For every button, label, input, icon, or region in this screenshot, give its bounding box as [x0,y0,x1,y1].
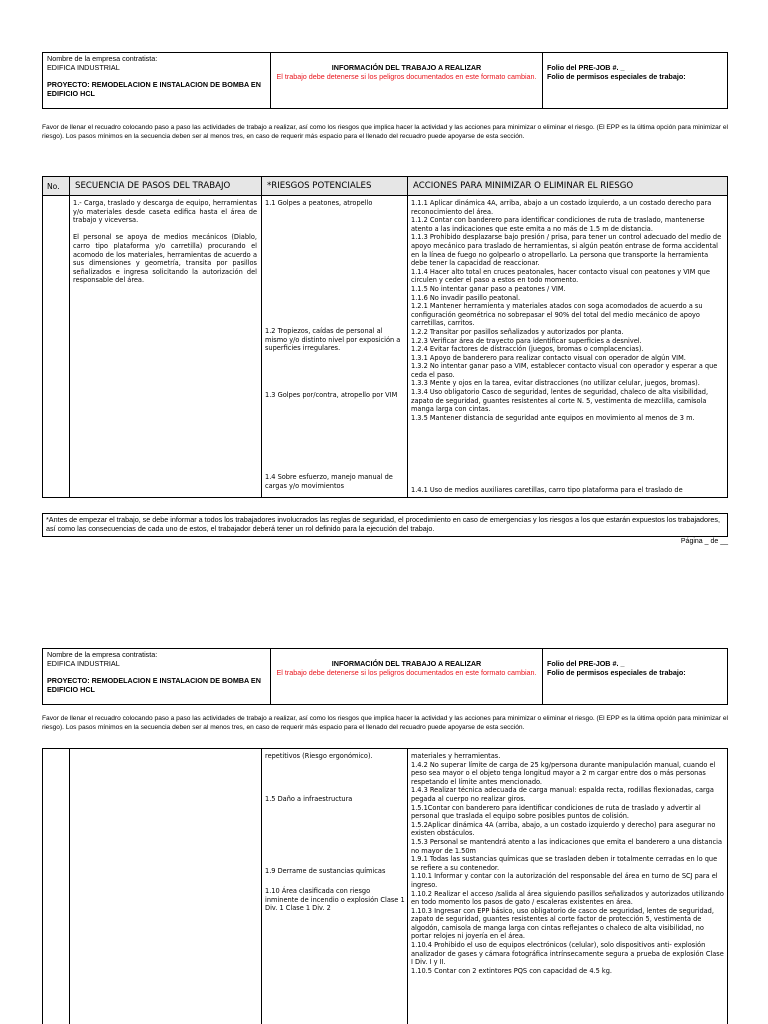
safety-footnote: *Antes de empezar el trabajo, se debe informar a todos los trabajadores involucrados las reglas de seguridad, el procedimiento en caso de emergencias y los riesgos a los que estarán expuestos los trabajadores, así como las consecuencias de cada uno de estos, el trabajador deberá tener un rol definido para la ejecución del trabajo. [42,513,728,537]
folio-prejob: Folio del PRE-JOB #. _ [547,659,625,668]
work-info-cell [271,53,543,108]
work-info-warning: El trabajo debe detenerse si los peligros documentados en este formato cambian. [276,668,537,677]
actions-list: materiales y herramientas. 1.4.2 No superar límite de carga de 25 kg/persona durante manipulación manual, cuando el peso sea mayor o el objeto tenga longitud mayor a 2 m cargar entre dos o más personas respetando el límite antes mencionado. 1.4.3 Realizar técnica adecuada de carga manual: espalda recta, rodillas flexionadas, carga pegada al cuerpo no realizar giros. 1.5.1Contar con banderero para identificar condiciones de ruta de traslado y advertir al personal que traslada el equipo sobre posibles puntos de colisión. 1.5.2Aplicar dinámica 4A (arriba, abajo, a un costado izquierdo y derecho) para asegurar no existen obstáculos. 1.5.3 Personal se mantendrá atento a las indicaciones que emita el banderero a una distancia no mayor de 1.50m 1.9.1 Todas las sustancias químicas que se trasladen deben ir totalmente cerradas en lo que se refiere a su contenedor. 1.10.1 Informar y contar con la autorización del responsable del área en turno de SCJ para el ingreso. 1.10.2 Realizar el acceso /salida al área siguiendo pasillos señalizados y autorizados utilizando en todo momento los pasos de gato / escaleras existentes en área. 1.10.3 Ingresar con EPP básico, uso obligatorio de casco de seguridad, lentes de seguridad, zapato de seguridad, guantes resistentes al corte factor de protección 5, vestimenta de algodón, camisola de manga larga con cintas reflejantes o chaleco de alta visibilidad, no portar relojes ni joyería en el área. 1.10.4 Prohibido el uso de equipos electrónicos (celular), solo dispositivos anti- explosión analizador de gases y cámara fotográfica intrínsecamente segura a prueba de explosión Clase I Div. I y II. 1.10.5 Contar con 2 extintores PQS con capacidad de 4.5 kg. [411,752,724,975]
folio-permits: Folio de permisos especiales de trabajo: [547,668,686,677]
company-label: Nombre de la empresa contratista: [47,54,158,63]
risk-item: 1.1 Golpes a peatones, atropello [265,199,373,207]
risk-item: 1.3 Golpes por/contra, atropello por VIM [265,391,398,399]
work-info-cell [271,649,543,704]
work-info-title: INFORMACIÓN DEL TRABAJO A REALIZAR [331,659,482,668]
company-cell [43,649,271,704]
risk-item: 1.4 Sobre esfuerzo, manejo manual de cargas y/o movimientos [265,473,393,490]
company-label: Nombre de la empresa contratista: [47,650,158,659]
step-description [73,199,257,285]
step-text: El personal se apoya de medios mecánicos (Diablo, carro tipo plataforma y/o carretilla) procurando el acomodo de los materiales, herramientas de acuerdo a sus dimensiones y geometría, transita por pasillos señalizados e ingresa solicitando la autorización del responsable del área. [73,233,257,285]
form-header [42,648,728,705]
folio-cell [543,53,729,108]
instructions-text: Favor de llenar el recuadro colocando paso a paso las actividades de trabajo a realizar, así como los riesgos que implica hacer la actividad y las acciones para minimizar o eliminar el riesgo. (El EPP es la última opción para minimizar el riesgo). Los pasos mínimos en la secuencia deben ser al menos tres, en caso de requerir más espacio para el llenado del recuadro puede apoyarse de esta sección. [42,124,728,140]
risk-item: 1.5 Daño a infraestructura [265,795,353,803]
folio-cell [543,649,729,704]
risk-item: 1.9 Derrame de sustancias químicas [265,867,386,875]
project-name: PROYECTO: REMODELACION E INSTALACION DE BOMBA EN EDIFICIO HCL [47,80,261,98]
page-number: Página _ de __ [680,538,728,545]
company-cell [43,53,271,108]
instructions-text: Favor de llenar el recuadro colocando paso a paso las actividades de trabajo a realizar, así como los riesgos que implica hacer la actividad y las acciones para minimizar o eliminar el riesgo. (El EPP es la última opción para minimizar el riesgo). Los pasos mínimos en la secuencia deben ser al menos tres, en caso de requerir más espacio para el llenado del recuadro puede apoyarse de esta sección. [42,715,728,731]
company-name: EDIFICA INDUSTRIAL [47,63,120,72]
column-header-risks: *RIESGOS POTENCIALES [262,177,407,196]
step-text: 1.- Carga, traslado y descarga de equipo, herramientas y/o materiales desde caseta edifica hasta el área de trabajo y viceversa. [73,199,257,225]
actions-list: 1.1.1 Aplicar dinámica 4A, arriba, abajo a un costado izquierdo, a un costado derecho para reconocimiento del área. 1.1.2 Contar con banderero para identificar condiciones de ruta de traslado, mantenerse atento a las indicaciones que este emita a no más de 1.5 m de distancia. 1.1.3 Prohibido desplazarse bajo presión / prisa, para tener un control adecuado del medio de apoyo mecánico para traslado de herramientas, si algún peatón entrase de forma accidental en la línea de fuego no golpearlo o atropellarlo. La persona que transporte la herramienta debe tener la capacidad de reaccionar. 1.1.4 Hacer alto total en cruces peatonales, hacer contacto visual con peatones y VIM que circulen y ceder el paso a estos en todo momento. 1.1.5 No intentar ganar paso a peatones / VIM. 1.1.6 No invadir pasillo peatonal. 1.2.1 Mantener herramienta y materiales atados con soga acomodados de acuerdo a su configuración geométrica no sobrepasar el 90% del total del medio mecánico de apoyo carretillas, carritos. 1.2.2 Transitar por pasillos señalizados y autorizados por planta. 1.2.3 Verificar área de trayecto para identificar superficies a desnivel. 1.2.4 Evitar factores de distracción (juegos, bromas o complacencias). 1.3.1 Apoyo de banderero para realizar contacto visual con operador de algún VIM. 1.3.2 No intentar ganar paso a VIM, establecer contacto visual con operador y esperar a que ceda el paso. 1.3.3 Mente y ojos en la tarea, evitar distracciones (no utilizar celular, juegos, bromas). 1.3.4 Uso obligatorio Casco de seguridad, lentes de seguridad, chaleco de alta visibilidad, zapato de seguridad, guantes resistentes al corte N. 5, vestimenta de mezclilla, camisola manga larga con cintas. 1.3.5 Mantener distancia de seguridad ante equipos en movimiento al menos de 3 m. [411,199,722,422]
project-name: PROYECTO: REMODELACION E INSTALACION DE BOMBA EN EDIFICIO HCL [47,676,261,694]
job-steps-table [42,176,728,498]
work-info-title: INFORMACIÓN DEL TRABAJO A REALIZAR [331,63,482,72]
company-name: EDIFICA INDUSTRIAL [47,659,120,668]
folio-permits: Folio de permisos especiales de trabajo: [547,72,686,81]
form-page-2 [0,640,768,1024]
risk-item: repetitivos (Riesgo ergonómico). [265,752,373,760]
folio-prejob: Folio del PRE-JOB #. _ [547,63,625,72]
risk-item: 1.10 Área clasificada con riesgo inminente de incendio o explosión Clase 1 Div. 1 Clase 1 Div. 2 [265,887,405,913]
action-item: 1.4.1 Uso de medios auxiliares caretillas, carro tipo plataforma para el traslado de [411,486,683,494]
column-header-no: No. [43,177,69,196]
column-header-actions: ACCIONES PARA MINIMIZAR O ELIMINAR EL RIESGO [408,177,727,196]
job-steps-table [42,748,728,1024]
risk-item: 1.2 Tropiezos, caídas de personal al mismo y/o distinto nivel por exposición a superficies irregulares. [265,327,401,353]
column-header-steps: SECUENCIA DE PASOS DEL TRABAJO [70,177,261,196]
form-header [42,52,728,109]
work-info-warning: El trabajo debe detenerse si los peligros documentados en este formato cambian. [276,72,537,81]
